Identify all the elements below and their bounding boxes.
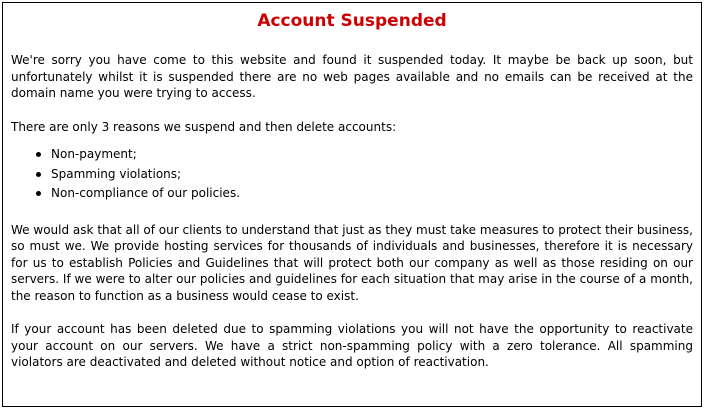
bullet-icon: [36, 191, 41, 196]
reason-text: Spamming violations;: [51, 166, 182, 181]
bullet-icon: [36, 152, 41, 157]
reasons-intro-paragraph: There are only 3 reasons we suspend and then delete accounts:: [11, 119, 397, 134]
reason-text: Non-compliance of our policies.: [51, 186, 241, 200]
page-title: Account Suspended: [257, 11, 447, 31]
list-item: [11, 184, 693, 204]
policy-paragraph: We would ask that all of our clients to understand that just as they must take measures to protect their business, so must we. We provide hosting services for thousands of individuals and businesses, therefore it is necessary for us to establish Policies and Guidelines that will protect both our company as well as those residing on our servers. If we were to alter our policies and guidelines for each situation that may arise in the course of a month, the reason to function as a business would cease to exist.: [11, 222, 693, 303]
bullet-icon: [36, 172, 41, 177]
reasons-list: [11, 145, 693, 204]
spam-policy-paragraph: If your account has been deleted due to spamming violations you will not have the opportunity to reactivate your account on our servers. We have a strict non-spamming policy with a zero tolerance. All spamming violators are deactivated and deleted without notice and option of reactivation.: [11, 322, 693, 369]
list-item: [11, 165, 693, 185]
suspended-notice-panel: [2, 2, 702, 407]
reason-text: Non-payment;: [51, 147, 137, 161]
intro-paragraph: We're sorry you have come to this website and found it suspended today. It maybe be back up soon, but unfortunately whilst it is suspended there are no web pages available and no emails can be received at the domain name you were trying to access.: [11, 53, 693, 100]
list-item: [11, 145, 693, 165]
